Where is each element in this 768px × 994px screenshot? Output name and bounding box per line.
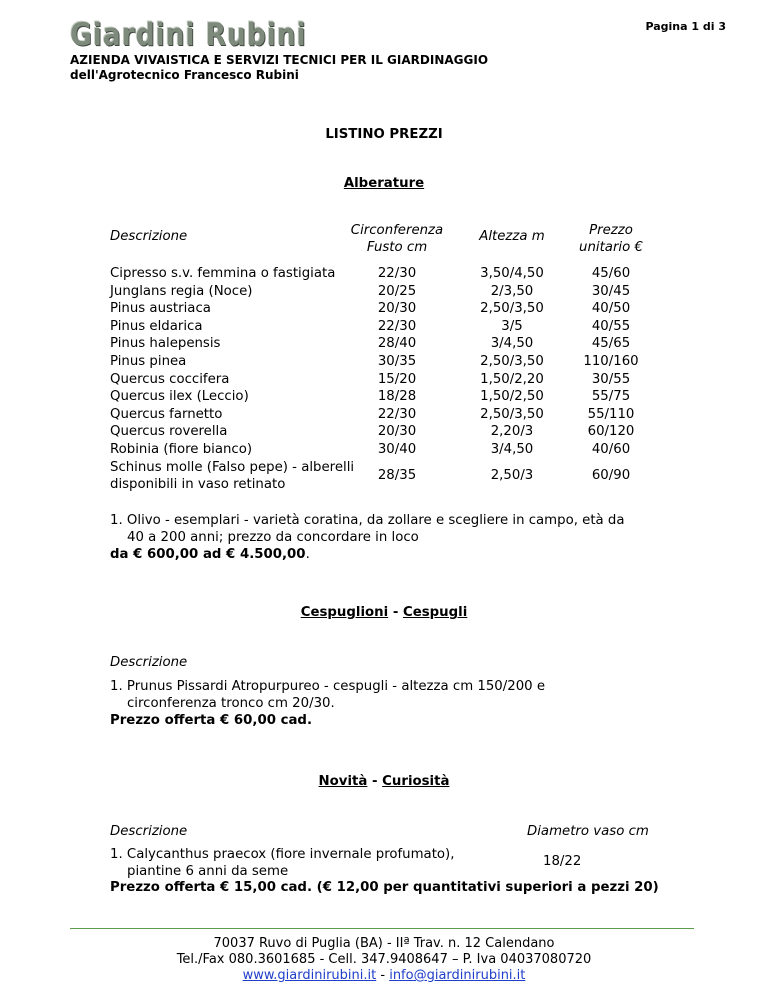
novita-item	[110, 846, 710, 880]
row-price: 30/55	[591, 371, 631, 387]
footer-separator: -	[376, 968, 390, 983]
cespugli-item-line1: 1. Prunus Pissardi Atropurpureo - cespugli - altezza cm 150/200 e	[110, 679, 546, 694]
row-price: 30/45	[591, 283, 631, 299]
row-circ: 28/40	[377, 336, 417, 352]
novita-diametro-label: Diametro vaso cm	[527, 824, 649, 839]
novita-item-line1: 1. Calycanthus praecox (fiore invernale profumato),	[110, 847, 455, 862]
olivo-price: da € 600,00 ad € 4.500,00	[110, 547, 306, 562]
row-alt: 2,50/3,50	[480, 354, 544, 369]
section-heading-novita	[0, 774, 768, 789]
company-logo: Giardini Rubini	[70, 17, 307, 53]
row-name-line2: disponibili in vaso retinato	[110, 477, 286, 492]
olivo-line1: 1. Olivo - esemplari - varietà coratina, da zollare e scegliere in campo, età da	[110, 513, 625, 528]
row-price: 40/60	[591, 442, 631, 457]
table-row	[110, 265, 670, 283]
section-heading-cespugli	[0, 605, 768, 620]
olivo-note	[110, 512, 670, 563]
table-row	[110, 388, 670, 406]
row-circ: 22/30	[377, 406, 417, 422]
row-alt: 3/4,50	[490, 442, 534, 457]
table-row	[110, 335, 670, 353]
heading-separator: -	[367, 774, 383, 789]
column-header-circonferenza	[342, 222, 452, 256]
row-circ: 28/35	[377, 468, 417, 483]
column-header-circonferenza-line2: Fusto cm	[366, 240, 428, 255]
company-header	[70, 53, 488, 83]
website-link[interactable]: www.giardinirubini.it	[242, 968, 377, 983]
row-price: 45/65	[591, 336, 631, 352]
cespugli-item	[110, 678, 670, 729]
row-circ: 30/35	[377, 354, 417, 369]
row-circ: 20/30	[377, 301, 417, 317]
footer	[0, 936, 768, 984]
table-row	[110, 371, 670, 389]
row-price: 55/75	[591, 389, 631, 405]
row-circ: 15/20	[377, 371, 417, 387]
row-name: Pinus eldarica	[110, 318, 203, 334]
heading-cespuglioni: Cespuglioni	[300, 605, 389, 620]
row-circ: 30/40	[377, 442, 417, 457]
novita-size: 18/22	[543, 854, 582, 869]
olivo-line2: 40 a 200 anni; prezzo da concordare in loco	[127, 530, 419, 545]
row-price: 55/110	[587, 406, 635, 422]
row-circ: 22/30	[377, 266, 417, 281]
row-circ: 20/30	[377, 424, 417, 440]
row-circ: 20/25	[377, 283, 417, 299]
row-circ: 22/30	[377, 318, 417, 334]
heading-novita: Novità	[318, 774, 368, 789]
row-price: 40/50	[591, 301, 631, 317]
row-name: Pinus halepensis	[110, 336, 221, 352]
row-name: Quercus roverella	[110, 424, 228, 440]
company-name: AZIENDA VIVAISTICA E SERVIZI TECNICI PER IL GIARDINAGGIO	[70, 53, 489, 67]
row-name: Quercus farnetto	[110, 406, 223, 422]
row-name: Quercus coccifera	[110, 371, 230, 387]
row-alt: 3,50/4,50	[480, 266, 544, 281]
row-alt: 3/5	[501, 318, 523, 334]
heading-curiosita: Curiosità	[382, 774, 450, 789]
row-name: Robinia (fiore bianco)	[110, 442, 253, 457]
novita-descrizione-label: Descrizione	[110, 824, 188, 839]
table-row	[110, 318, 670, 336]
row-name-line1: Schinus molle (Falso pepe) - alberelli	[110, 460, 355, 475]
row-name: Cipresso s.v. femmina o fastigiata	[110, 266, 336, 281]
table-row	[110, 441, 670, 459]
row-name: Junglans regia (Noce)	[110, 283, 253, 299]
table-row	[110, 406, 670, 424]
heading-separator: -	[388, 605, 403, 620]
row-name: Pinus pinea	[110, 354, 187, 369]
row-alt: 1,50/2,20	[480, 371, 544, 387]
email-link[interactable]: info@giardinirubini.it	[389, 968, 526, 983]
column-header-circonferenza-line1: Circonferenza	[350, 223, 444, 238]
row-price: 110/160	[583, 354, 639, 369]
row-name: Pinus austriaca	[110, 301, 211, 317]
company-owner: dell'Agrotecnico Francesco Rubini	[70, 68, 299, 82]
row-alt: 3/4,50	[490, 336, 534, 352]
cespugli-price: Prezzo offerta € 60,00 cad.	[110, 713, 312, 728]
footer-address: 70037 Ruvo di Puglia (BA) - IIª Trav. n. 12 Calendano	[213, 936, 555, 951]
row-alt: 2/3,50	[490, 283, 534, 299]
row-circ: 18/28	[377, 389, 417, 405]
row-price: 60/90	[591, 468, 631, 483]
table-row	[110, 423, 670, 441]
column-header-prezzo	[566, 222, 656, 256]
olivo-price-dot: .	[305, 547, 310, 562]
heading-cespugli: Cespugli	[402, 605, 468, 620]
table-row-schinus	[110, 459, 670, 493]
section-heading-alberature: Alberature	[343, 176, 425, 191]
document-title: LISTINO PREZZI	[325, 127, 443, 142]
row-price: 45/60	[591, 266, 631, 281]
row-price: 40/55	[591, 318, 631, 334]
column-header-descrizione: Descrizione	[110, 229, 188, 244]
row-price: 60/120	[587, 424, 635, 440]
footer-divider	[70, 928, 694, 929]
cespugli-item-line2: circonferenza tronco cm 20/30.	[127, 696, 335, 711]
column-header-altezza: Altezza m	[479, 229, 545, 244]
footer-contacts: Tel./Fax 080.3601685 - Cell. 347.9408647 – P. Iva 04037080720	[176, 952, 592, 967]
novita-price: Prezzo offerta € 15,00 cad. (€ 12,00 per quantitativi superiori a pezzi 20)	[110, 880, 659, 895]
table-row	[110, 300, 670, 318]
row-alt: 2,50/3,50	[480, 406, 544, 422]
table-row	[110, 283, 670, 301]
column-header-prezzo-line1: Prezzo	[589, 223, 633, 238]
row-alt: 2,20/3	[490, 424, 534, 440]
row-alt: 2,50/3	[490, 468, 534, 483]
cespugli-descrizione-label: Descrizione	[110, 655, 188, 670]
table-row	[110, 353, 670, 371]
row-alt: 1,50/2,50	[480, 389, 544, 405]
row-alt: 2,50/3,50	[480, 301, 544, 317]
novita-item-line2: piantine 6 anni da seme	[127, 864, 289, 879]
row-name: Quercus ilex (Leccio)	[110, 389, 249, 405]
page-number: Pagina 1 di 3	[645, 20, 726, 33]
column-header-prezzo-line2: unitario €	[579, 240, 643, 255]
